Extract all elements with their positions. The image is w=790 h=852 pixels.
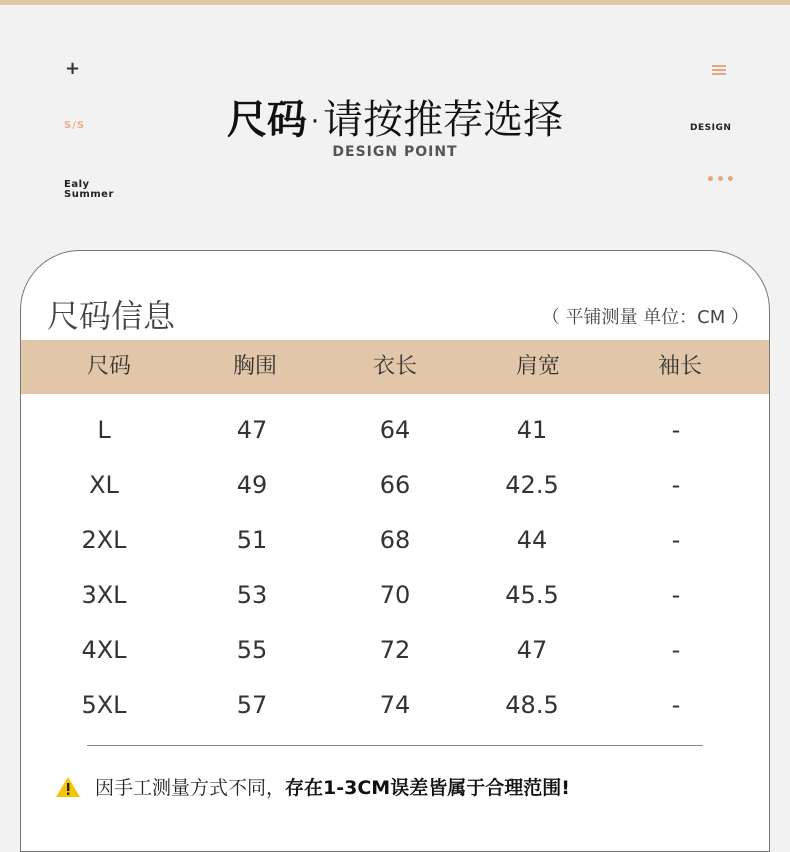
measurement-warning (55, 773, 570, 800)
cell-length: 70 (379, 581, 411, 609)
cell-chest: 51 (236, 526, 268, 554)
cell-shoulder: 41 (516, 416, 548, 444)
cell-shoulder: 44 (516, 526, 548, 554)
warning-text: 因手工测量方式不同， (95, 777, 286, 799)
tagline-line2: Summer (64, 189, 114, 200)
season-label: S/S (64, 120, 86, 131)
cell-size: XL (89, 471, 119, 499)
table-divider (87, 745, 703, 746)
plus-icon: + (65, 58, 81, 79)
table-row (21, 568, 769, 623)
card-title: 尺码信息 (47, 297, 176, 335)
cell-chest: 57 (236, 691, 268, 719)
column-header-length: 衣长 (372, 354, 417, 379)
column-header-shoulder: 肩宽 (515, 354, 560, 379)
design-label: DESIGN (690, 123, 732, 133)
warning-icon (55, 776, 81, 798)
cell-shoulder: 48.5 (505, 691, 559, 719)
cell-sleeve: - (671, 416, 681, 444)
column-header-size: 尺码 (86, 354, 131, 379)
cell-length: 66 (379, 471, 411, 499)
table-row (21, 623, 769, 678)
cell-size: 4XL (81, 636, 127, 664)
title-separator: · (310, 107, 320, 137)
cell-chest: 55 (236, 636, 268, 664)
column-header-chest: 胸围 (232, 354, 277, 379)
more-dots-icon: ••• (706, 172, 736, 188)
cell-size: 3XL (81, 581, 127, 609)
top-accent-bar (0, 0, 790, 5)
cell-sleeve: - (671, 691, 681, 719)
cell-length: 68 (379, 526, 411, 554)
table-row (21, 513, 769, 568)
cell-chest: 53 (236, 581, 268, 609)
column-header-sleeve: 袖长 (657, 354, 702, 379)
size-card (20, 250, 770, 852)
table-row (21, 678, 769, 733)
cell-size: 5XL (81, 691, 127, 719)
warning-text-bold: 存在1-3CM误差皆属于合理范围! (285, 777, 570, 799)
title-rest: 请按推荐选择 (323, 97, 564, 143)
tagline-line1: Ealy (64, 179, 90, 190)
menu-icon (712, 65, 726, 77)
cell-shoulder: 45.5 (505, 581, 559, 609)
cell-sleeve: - (671, 526, 681, 554)
cell-length: 64 (379, 416, 411, 444)
cell-length: 72 (379, 636, 411, 664)
card-note: （ 平铺测量 单位：CM ） (541, 307, 749, 328)
table-row (21, 458, 769, 513)
page-subtitle: DESIGN POINT (332, 144, 458, 160)
tagline (64, 180, 114, 200)
cell-sleeve: - (671, 581, 681, 609)
page-title (0, 88, 790, 145)
cell-size: L (97, 416, 111, 444)
cell-chest: 47 (236, 416, 268, 444)
cell-shoulder: 47 (516, 636, 548, 664)
cell-chest: 49 (236, 471, 268, 499)
cell-shoulder: 42.5 (505, 471, 559, 499)
cell-sleeve: - (671, 471, 681, 499)
table-row (21, 403, 769, 458)
title-bold: 尺码 (226, 97, 307, 143)
cell-size: 2XL (81, 526, 127, 554)
cell-sleeve: - (671, 636, 681, 664)
cell-length: 74 (379, 691, 411, 719)
table-header (21, 340, 769, 394)
